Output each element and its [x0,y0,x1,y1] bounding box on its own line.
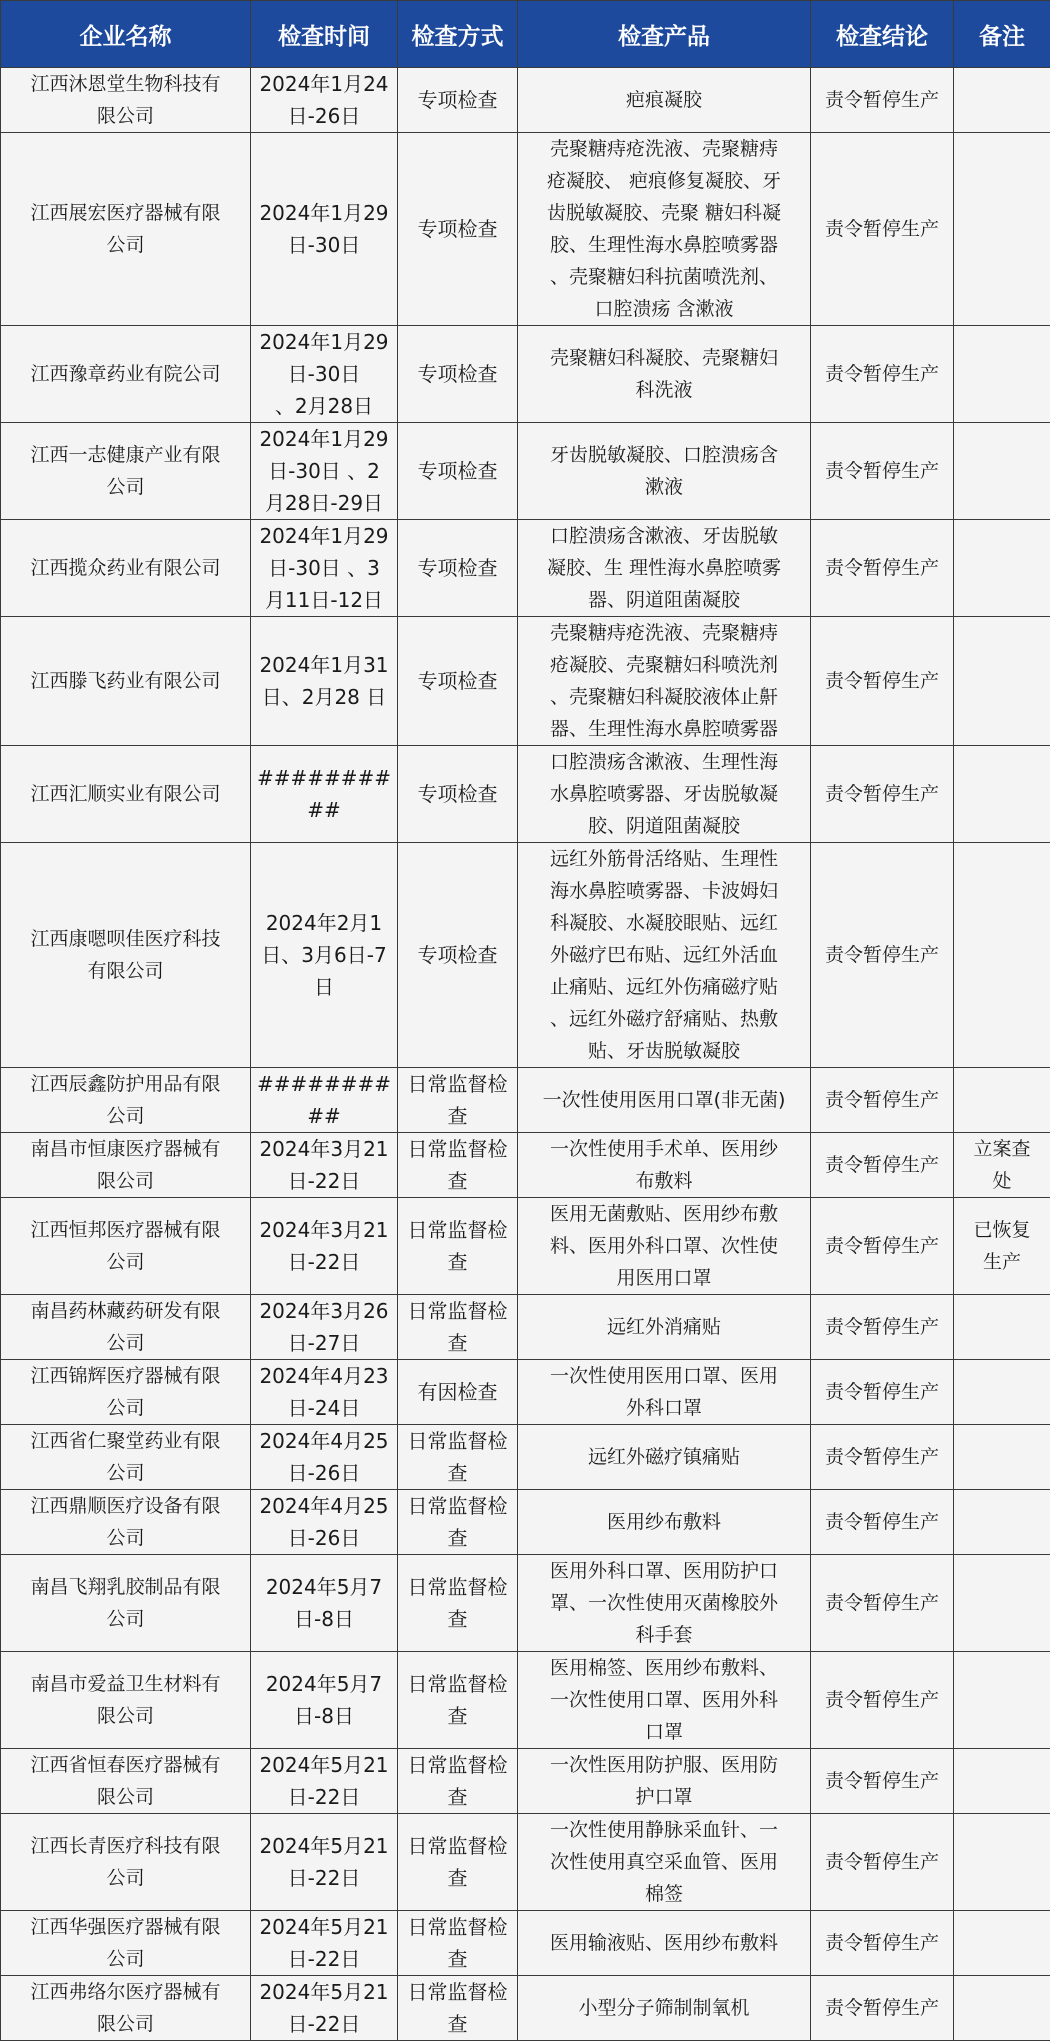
note-cell [954,1911,1050,1976]
company-cell: 江西康嗯呗佳医疗科技 有限公司 [1,843,251,1068]
note-cell [954,617,1050,746]
method-cell: 日常监督检 查 [398,1068,518,1133]
method-cell: 日常监督检 查 [398,1425,518,1490]
conclusion-cell: 责令暂停生产 [811,1133,954,1198]
company-cell: 江西汇顺实业有限公司 [1,746,251,843]
note-cell [954,1360,1050,1425]
conclusion-cell: 责令暂停生产 [811,1425,954,1490]
method-cell: 日常监督检 查 [398,1976,518,2041]
table-row [1,746,1050,843]
company-cell: 江西揽众药业有限公司 [1,520,251,617]
header-method: 检查方式 [398,1,518,68]
conclusion-cell: 责令暂停生产 [811,423,954,520]
company-cell: 江西辰鑫防护用品有限 公司 [1,1068,251,1133]
products-cell: 远红外消痛贴 [518,1295,811,1360]
company-cell: 江西豫章药业有院公司 [1,326,251,423]
date-cell: 2024年1月29 日-30日 [251,133,398,326]
conclusion-cell: 责令暂停生产 [811,617,954,746]
method-cell: 日常监督检 查 [398,1133,518,1198]
note-cell [954,1490,1050,1555]
conclusion-cell: 责令暂停生产 [811,133,954,326]
table-row [1,1976,1050,2041]
products-cell: 远红外筋骨活络贴、生理性 海水鼻腔喷雾器、卡波姆妇 科凝胶、水凝胶眼贴、远红 外磁疗巴布贴、远红外活血 止痛贴、远红外伤痛磁疗贴 、远红外磁疗舒痛贴、热敷 贴、牙齿脱敏凝胶 [518,843,811,1068]
table-row [1,617,1050,746]
note-cell [954,746,1050,843]
products-cell: 口腔溃疡含漱液、生理性海 水鼻腔喷雾器、牙齿脱敏凝 胶、阴道阻菌凝胶 [518,746,811,843]
date-cell: 2024年5月21 日-22日 [251,1911,398,1976]
table-row [1,1555,1050,1652]
company-cell: 南昌市爱益卫生材料有 限公司 [1,1652,251,1749]
conclusion-cell: 责令暂停生产 [811,1198,954,1295]
conclusion-cell: 责令暂停生产 [811,1911,954,1976]
table-row [1,1749,1050,1814]
products-cell: 医用棉签、医用纱布敷料、 一次性使用口罩、医用外科 口罩 [518,1652,811,1749]
note-cell [954,1652,1050,1749]
products-cell: 牙齿脱敏凝胶、口腔溃疡含 漱液 [518,423,811,520]
date-cell: 2024年5月21 日-22日 [251,1976,398,2041]
table-row [1,843,1050,1068]
company-cell: 江西长青医疗科技有限 公司 [1,1814,251,1911]
method-cell: 日常监督检 查 [398,1911,518,1976]
products-cell: 医用外科口罩、医用防护口 罩、一次性使用灭菌橡胶外 科手套 [518,1555,811,1652]
method-cell: 专项检查 [398,617,518,746]
company-cell: 江西鼎顺医疗设备有限 公司 [1,1490,251,1555]
conclusion-cell: 责令暂停生产 [811,68,954,133]
conclusion-cell: 责令暂停生产 [811,1360,954,1425]
products-cell: 一次性使用医用口罩、医用 外科口罩 [518,1360,811,1425]
products-cell: 小型分子筛制制氧机 [518,1976,811,2041]
table-row [1,1490,1050,1555]
company-cell: 江西锦辉医疗器械有限 公司 [1,1360,251,1425]
table-row [1,1360,1050,1425]
method-cell: 日常监督检 查 [398,1652,518,1749]
header-conclusion: 检查结论 [811,1,954,68]
date-cell: 2024年5月21 日-22日 [251,1814,398,1911]
company-cell: 南昌市恒康医疗器械有 限公司 [1,1133,251,1198]
table-row [1,1068,1050,1133]
products-cell: 一次性使用医用口罩(非无菌) [518,1068,811,1133]
date-cell: 2024年3月21 日-22日 [251,1198,398,1295]
date-cell: ########## [251,746,398,843]
conclusion-cell: 责令暂停生产 [811,520,954,617]
company-cell: 江西沐恩堂生物科技有 限公司 [1,68,251,133]
conclusion-cell: 责令暂停生产 [811,326,954,423]
company-cell: 南昌药林藏药研发有限 公司 [1,1295,251,1360]
table-row [1,1198,1050,1295]
method-cell: 专项检查 [398,520,518,617]
header-products: 检查产品 [518,1,811,68]
table-row [1,133,1050,326]
conclusion-cell: 责令暂停生产 [811,1295,954,1360]
conclusion-cell: 责令暂停生产 [811,843,954,1068]
conclusion-cell: 责令暂停生产 [811,1749,954,1814]
conclusion-cell: 责令暂停生产 [811,746,954,843]
table-row [1,1425,1050,1490]
method-cell: 日常监督检 查 [398,1555,518,1652]
conclusion-cell: 责令暂停生产 [811,1814,954,1911]
conclusion-cell: 责令暂停生产 [811,1652,954,1749]
method-cell: 专项检查 [398,68,518,133]
table-row [1,326,1050,423]
note-cell [954,1295,1050,1360]
note-cell [954,1976,1050,2041]
method-cell: 专项检查 [398,423,518,520]
method-cell: 有因检查 [398,1360,518,1425]
products-cell: 医用纱布敷料 [518,1490,811,1555]
conclusion-cell: 责令暂停生产 [811,1490,954,1555]
products-cell: 壳聚糖痔疮洗液、壳聚糖痔 疮凝胶、 疤痕修复凝胶、牙 齿脱敏凝胶、壳聚 糖妇科凝 胶、生理性海水鼻腔喷雾器 、壳聚糖妇科抗菌喷洗剂、 口腔溃疡 含漱液 [518,133,811,326]
note-cell [954,133,1050,326]
note-cell [954,520,1050,617]
products-cell: 远红外磁疗镇痛贴 [518,1425,811,1490]
company-cell: 江西滕飞药业有限公司 [1,617,251,746]
note-cell [954,1068,1050,1133]
products-cell: 一次性使用手术单、医用纱 布敷料 [518,1133,811,1198]
table-row [1,1295,1050,1360]
conclusion-cell: 责令暂停生产 [811,1068,954,1133]
products-cell: 疤痕凝胶 [518,68,811,133]
method-cell: 日常监督检 查 [398,1198,518,1295]
company-cell: 南昌飞翔乳胶制品有限 公司 [1,1555,251,1652]
company-cell: 江西省仁聚堂药业有限 公司 [1,1425,251,1490]
table-row [1,423,1050,520]
note-cell [954,843,1050,1068]
note-cell [954,68,1050,133]
date-cell: 2024年1月29 日-30日 、2月28日 [251,326,398,423]
method-cell: 专项检查 [398,133,518,326]
note-cell [954,1555,1050,1652]
header-date: 检查时间 [251,1,398,68]
table-row [1,1814,1050,1911]
header-row [1,1,1050,68]
note-cell [954,1425,1050,1490]
method-cell: 专项检查 [398,326,518,423]
note-cell [954,1749,1050,1814]
table-header [1,1,1050,68]
company-cell: 江西华强医疗器械有限 公司 [1,1911,251,1976]
products-cell: 医用无菌敷贴、医用纱布敷 料、医用外科口罩、次性使 用医用口罩 [518,1198,811,1295]
note-cell [954,326,1050,423]
products-cell: 壳聚糖痔疮洗液、壳聚糖痔 疮凝胶、壳聚糖妇科喷洗剂 、壳聚糖妇科凝胶液体止鼾 器、生理性海水鼻腔喷雾器 [518,617,811,746]
method-cell: 专项检查 [398,746,518,843]
company-cell: 江西省恒春医疗器械有 限公司 [1,1749,251,1814]
date-cell: 2024年3月21 日-22日 [251,1133,398,1198]
method-cell: 日常监督检 查 [398,1295,518,1360]
table-row [1,1652,1050,1749]
date-cell: 2024年1月31 日、2月28 日 [251,617,398,746]
date-cell: ########## [251,1068,398,1133]
products-cell: 一次性使用静脉采血针、一 次性使用真空采血管、医用 棉签 [518,1814,811,1911]
company-cell: 江西一志健康产业有限 公司 [1,423,251,520]
date-cell: 2024年1月29 日-30日 、2 月28日-29日 [251,423,398,520]
date-cell: 2024年5月7 日-8日 [251,1555,398,1652]
date-cell: 2024年4月25 日-26日 [251,1490,398,1555]
conclusion-cell: 责令暂停生产 [811,1976,954,2041]
date-cell: 2024年5月21 日-22日 [251,1749,398,1814]
company-cell: 江西展宏医疗器械有限 公司 [1,133,251,326]
date-cell: 2024年3月26 日-27日 [251,1295,398,1360]
table-row [1,520,1050,617]
date-cell: 2024年5月7 日-8日 [251,1652,398,1749]
table-row [1,1133,1050,1198]
date-cell: 2024年1月24 日-26日 [251,68,398,133]
table-row [1,1911,1050,1976]
method-cell: 专项检查 [398,843,518,1068]
table-body [1,68,1050,2041]
products-cell: 医用输液贴、医用纱布敷料 [518,1911,811,1976]
table-row [1,68,1050,133]
date-cell: 2024年4月23 日-24日 [251,1360,398,1425]
company-cell: 江西弗络尔医疗器械有 限公司 [1,1976,251,2041]
note-cell: 立案查 处 [954,1133,1050,1198]
note-cell [954,423,1050,520]
method-cell: 日常监督检 查 [398,1814,518,1911]
header-company: 企业名称 [1,1,251,68]
date-cell: 2024年1月29 日-30日 、3 月11日-12日 [251,520,398,617]
note-cell: 已恢复 生产 [954,1198,1050,1295]
date-cell: 2024年2月1 日、3月6日-7 日 [251,843,398,1068]
method-cell: 日常监督检 查 [398,1490,518,1555]
date-cell: 2024年4月25 日-26日 [251,1425,398,1490]
conclusion-cell: 责令暂停生产 [811,1555,954,1652]
products-cell: 壳聚糖妇科凝胶、壳聚糖妇 科洗液 [518,326,811,423]
header-note: 备注 [954,1,1050,68]
note-cell [954,1814,1050,1911]
company-cell: 江西恒邦医疗器械有限 公司 [1,1198,251,1295]
method-cell: 日常监督检 查 [398,1749,518,1814]
products-cell: 口腔溃疡含漱液、牙齿脱敏 凝胶、生 理性海水鼻腔喷雾 器、阴道阻菌凝胶 [518,520,811,617]
products-cell: 一次性医用防护服、医用防 护口罩 [518,1749,811,1814]
